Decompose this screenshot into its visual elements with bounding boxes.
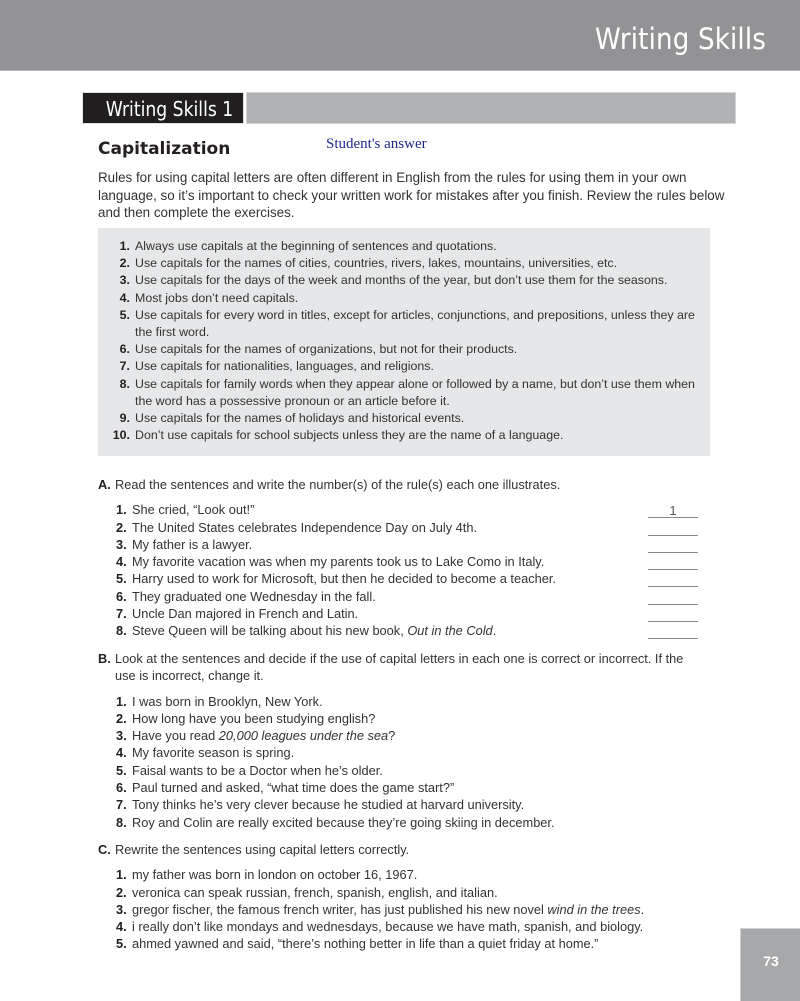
chapter-title: Writing Skills xyxy=(594,22,766,56)
item-number: 3. xyxy=(116,728,127,744)
item-text: ahmed yawned and said, “there’s nothing better in life than a quiet friday at home.” xyxy=(132,936,599,952)
item-number: 8. xyxy=(116,623,127,639)
instruction-text: Look at the sentences and decide if the use of capital letters in each one is correct or incorrect. If the use is incorrect, change it. xyxy=(115,651,684,684)
item-text: Faisal wants to be a Doctor when he’s older. xyxy=(132,762,383,778)
rule-item xyxy=(98,272,710,289)
rule-text: Always use capitals at the beginning of sentences and quotations. xyxy=(135,239,497,253)
item-text: How long have you been studying english? xyxy=(132,710,376,726)
item-text: She cried, “Look out!” xyxy=(132,502,255,518)
item-text: my father was born in london on october 16, 1967. xyxy=(132,867,418,883)
rule-number: 10. xyxy=(112,428,130,443)
rule-text: Use capitals for nationalities, languages, and religions. xyxy=(135,359,434,374)
page-number: 73 xyxy=(740,928,800,1001)
item-number: 6. xyxy=(116,780,127,796)
rule-number: 4. xyxy=(119,290,130,305)
item-number: 1. xyxy=(116,867,127,883)
section-bar xyxy=(82,92,736,124)
item-number: 5. xyxy=(116,571,127,587)
exercise-b-instruction xyxy=(98,650,685,685)
chapter-banner xyxy=(0,0,800,71)
exercise-a xyxy=(98,476,718,640)
answer-field[interactable]: 1 xyxy=(648,504,698,518)
item-text: The United States celebrates Independence Day on July 4th. xyxy=(132,519,478,535)
answer-field[interactable] xyxy=(648,539,698,553)
rule-text: Use capitals for the days of the week and months of the year, but don’t use them for the seasons. xyxy=(135,273,668,288)
rule-number: 7. xyxy=(119,359,130,374)
exercise-item xyxy=(98,918,718,935)
exercise-item xyxy=(98,553,718,570)
item-text: Steve Queen will be talking about his new book, xyxy=(132,623,408,639)
rule-item xyxy=(98,238,710,255)
item-number: 4. xyxy=(116,745,127,761)
exercise-c-items xyxy=(98,866,718,952)
rule-item xyxy=(98,255,710,272)
exercise-letter: A. xyxy=(98,477,111,492)
book-title: Out in the Cold xyxy=(407,623,493,639)
rule-number: 2. xyxy=(119,256,130,271)
rule-item xyxy=(98,427,710,444)
rule-text: Use capitals for the names of holidays and historical events. xyxy=(135,411,465,426)
rule-text: Most jobs don’t need capitals. xyxy=(135,290,299,305)
intro-paragraph: Rules for using capital letters are often different in English from the rules for using them in your own language, so it’s important to check your written work for mistakes after you finish. Review the rules below and then complete the exercises. xyxy=(98,170,725,220)
item-number: 1. xyxy=(116,693,127,709)
answer-field[interactable] xyxy=(648,522,698,536)
exercise-a-instruction xyxy=(98,476,718,493)
item-number: 5. xyxy=(116,762,127,778)
rule-text: Don’t use capitals for school subjects unless they are the name of a language. xyxy=(135,428,564,443)
exercise-letter: B. xyxy=(98,651,111,666)
exercise-item xyxy=(98,901,718,918)
rule-number: 8. xyxy=(119,376,130,391)
exercise-item xyxy=(98,814,718,831)
book-title: wind in the trees xyxy=(547,901,641,917)
rule-number: 6. xyxy=(119,342,130,357)
item-text: My father is a lawyer. xyxy=(132,536,253,552)
exercise-c-instruction xyxy=(98,841,718,858)
item-text: They graduated one Wednesday in the fall. xyxy=(132,588,376,604)
exercise-item xyxy=(98,501,718,518)
item-number: 7. xyxy=(116,606,127,622)
rule-text: Use capitals for every word in titles, except for articles, conjunctions, and prepositions, unless they are the first word. xyxy=(135,307,695,340)
item-punctuation: . xyxy=(492,623,497,639)
instruction-text: Rewrite the sentences using capital letters correctly. xyxy=(115,842,410,857)
exercise-b-items xyxy=(98,693,718,831)
exercise-item xyxy=(98,588,718,605)
item-text: My favorite vacation was when my parents took us to Lake Como in Italy. xyxy=(132,554,545,570)
exercise-item xyxy=(98,744,718,761)
section-bar-fill xyxy=(246,92,736,124)
answer-field[interactable] xyxy=(648,608,698,622)
item-number: 1. xyxy=(116,502,127,518)
rule-item xyxy=(98,307,710,341)
item-text: Have you read xyxy=(132,728,219,744)
rule-number: 1. xyxy=(119,239,130,253)
exercise-item xyxy=(98,884,718,901)
exercise-item xyxy=(98,570,718,587)
exercise-item xyxy=(98,693,718,710)
item-number: 2. xyxy=(116,519,127,535)
rules-box xyxy=(98,228,710,456)
rule-text: Use capitals for family words when they appear alone or followed by a name, but don’t use them when the word has a possessive pronoun or an article before it. xyxy=(135,376,695,408)
item-punctuation: ? xyxy=(388,728,396,744)
item-text: I was born in Brooklyn, New York. xyxy=(132,693,323,709)
exercise-item xyxy=(98,605,718,622)
rule-text: Use capitals for the names of organizations, but not for their products. xyxy=(135,342,518,357)
rules-list xyxy=(98,238,710,444)
rule-item xyxy=(98,376,710,410)
rule-item xyxy=(98,358,710,375)
item-number: 2. xyxy=(116,884,127,900)
instruction-text: Read the sentences and write the number(s) of the rule(s) each one illustrates. xyxy=(115,477,561,492)
item-text: Roy and Colin are really excited because they’re going skiing in december. xyxy=(132,814,555,830)
exercise-item xyxy=(98,710,718,727)
exercise-b xyxy=(98,650,718,831)
exercise-c xyxy=(98,841,718,953)
item-text: Harry used to work for Microsoft, but then he decided to become a teacher. xyxy=(132,571,556,587)
exercise-item xyxy=(98,779,718,796)
item-number: 4. xyxy=(116,919,127,935)
section-label xyxy=(82,92,244,124)
item-number: 4. xyxy=(116,554,127,570)
exercise-item xyxy=(98,935,718,952)
page-heading: Capitalization xyxy=(98,139,231,159)
answer-field[interactable] xyxy=(648,625,698,639)
item-number: 7. xyxy=(116,797,127,813)
item-number: 2. xyxy=(116,710,127,726)
item-number: 6. xyxy=(116,588,127,604)
item-text: My favorite season is spring. xyxy=(132,745,295,761)
rule-item xyxy=(98,290,710,307)
exercise-item xyxy=(98,727,718,744)
item-text: Uncle Dan majored in French and Latin. xyxy=(132,606,359,622)
student-answer-label: Student's answer xyxy=(326,136,427,152)
exercise-item xyxy=(98,866,718,883)
answer-field[interactable] xyxy=(648,573,698,587)
item-text: gregor fischer, the famous french writer, has just published his new novel xyxy=(132,901,548,917)
answer-field[interactable] xyxy=(648,556,698,570)
item-punctuation: . xyxy=(640,901,645,917)
item-text: Tony thinks he’s very clever because he studied at harvard university. xyxy=(132,797,525,813)
rule-item xyxy=(98,410,710,427)
rule-item xyxy=(98,341,710,358)
answer-field[interactable] xyxy=(648,591,698,605)
exercise-item xyxy=(98,519,718,536)
exercise-a-items xyxy=(98,501,718,639)
exercise-letter: C. xyxy=(98,842,111,857)
book-title: 20,000 leagues under the sea xyxy=(218,728,389,744)
rule-number: 5. xyxy=(119,307,130,322)
exercise-item xyxy=(98,762,718,779)
item-number: 3. xyxy=(116,901,127,917)
exercise-item xyxy=(98,796,718,813)
exercise-item xyxy=(98,622,718,639)
item-text: i really don’t like mondays and wednesdays, because we have math, spanish, and biology. xyxy=(132,919,644,935)
rule-text: Use capitals for the names of cities, countries, rivers, lakes, mountains, universities, etc. xyxy=(135,256,618,271)
item-text: veronica can speak russian, french, spanish, english, and italian. xyxy=(132,884,498,900)
rule-number: 9. xyxy=(119,411,130,426)
exercise-item xyxy=(98,536,718,553)
item-text: Paul turned and asked, “what time does the game start?” xyxy=(132,780,455,796)
item-number: 5. xyxy=(116,936,127,952)
rule-number: 3. xyxy=(119,273,130,288)
section-label-text: Writing Skills 1 xyxy=(105,97,233,121)
item-number: 8. xyxy=(116,814,127,830)
item-number: 3. xyxy=(116,536,127,552)
